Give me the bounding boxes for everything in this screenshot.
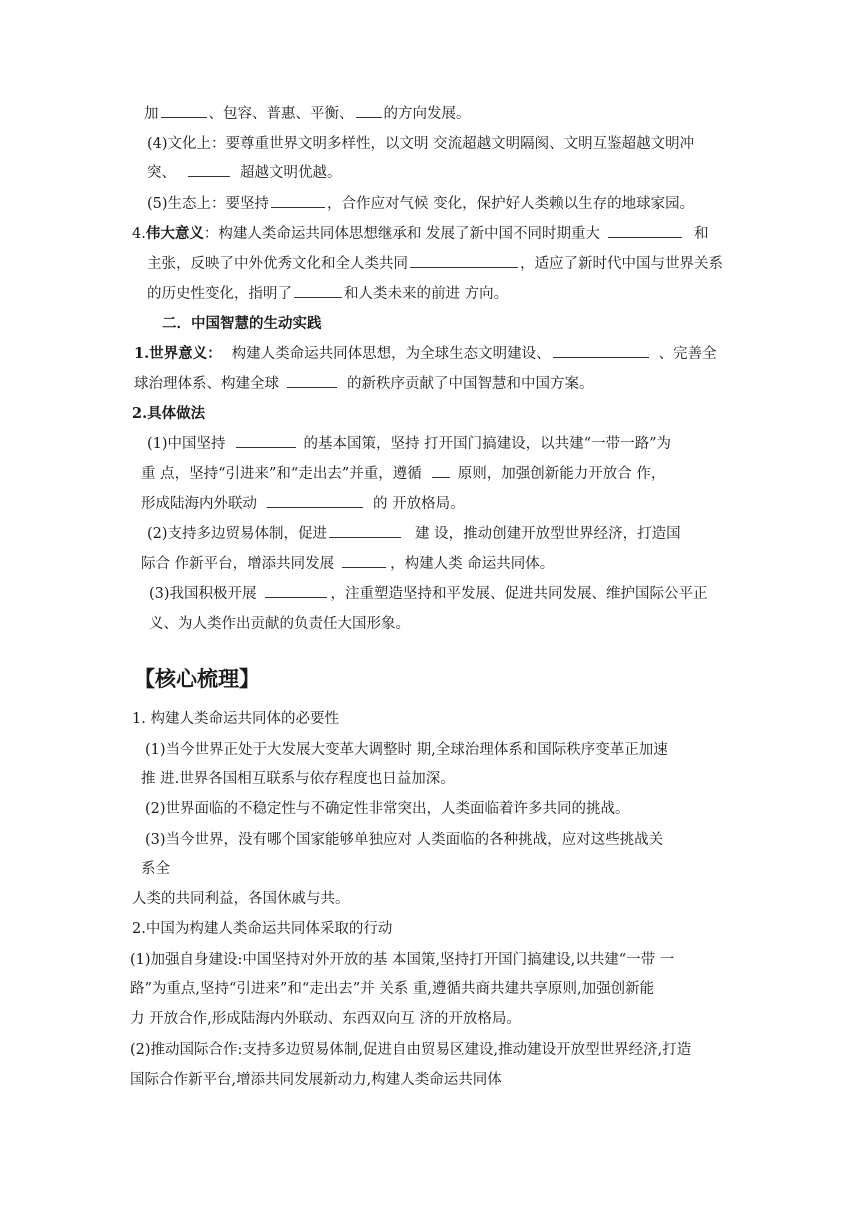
- line-action-1c: [141, 493, 465, 515]
- text: 构建人类命运共同体思想，为全球生态文明建设、: [231, 346, 551, 362]
- text: ，合作应对气候 变化，保护好人类赖以生存的地球家园。: [327, 196, 695, 212]
- text: 建 设，推动创建开放型世界经济，打造国: [415, 526, 681, 542]
- fill-blank: [161, 103, 207, 118]
- line-action-3b: 义、为人类作出贡献的负责任大国形象。: [149, 616, 410, 632]
- text: 形成陆海内外联动: [141, 496, 257, 512]
- summary-line-13: 国际合作新平台,增添共同发展新动力,构建人类命运共同体: [130, 1072, 502, 1088]
- text: 原则，加强创新能力开放合 作，: [457, 466, 666, 482]
- bold-label: 1.世界意义：: [134, 345, 222, 362]
- line-culture: (4)文化上：要尊重世界文明多样性，以文明 交流超越文明隔阂、文明互鉴超越文明冲: [147, 136, 695, 152]
- fill-blank: [432, 463, 450, 478]
- text: 、完善全: [658, 346, 717, 362]
- line-world-significance-2: [134, 373, 594, 395]
- fill-blank: [608, 223, 682, 238]
- text: 4.: [132, 226, 146, 242]
- fill-blank: [356, 103, 382, 118]
- text: 超越文明优越。: [240, 165, 342, 181]
- text: 主张，反映了中外优秀文化和全人类共同: [147, 256, 408, 272]
- text: (3)我国积极开展: [149, 586, 257, 602]
- line-significance-3: [147, 283, 508, 305]
- text: 重 点，坚持“引进来”和“走出去”并重，遵循: [141, 466, 422, 482]
- summary-line-12: (2)推动国际合作:支持多边贸易体制,促进自由贸易区建设,推动建设开放型世界经济,打造: [130, 1042, 692, 1058]
- fill-blank: [271, 193, 325, 208]
- text: 和: [693, 226, 709, 242]
- fill-blank: [265, 583, 327, 598]
- summary-line-8: 2.中国为构建人类命运共同体采取的行动: [132, 921, 393, 937]
- text: 和人类未来的前进 方向。: [344, 286, 509, 302]
- fill-blank: [553, 343, 649, 358]
- line-action-1b: [141, 463, 665, 485]
- core-summary-heading: 【核心梳理】: [134, 666, 260, 691]
- summary-line-4: (2)世界面临的不稳定性与不确定性非常突出，人类面临着许多共同的挑战。: [145, 801, 630, 817]
- line-significance-2: [147, 253, 723, 275]
- text: 的新秩序贡献了中国智慧和中国方案。: [347, 376, 594, 392]
- line-world-significance: [134, 343, 717, 365]
- summary-line-2: (1)当今世界正处于大发展大变革大调整时 期,全球治理体系和国际秩序变革正加速: [145, 742, 668, 758]
- summary-line-5: (3)当今世界，没有哪个国家能够单独应对 人类面临的各种挑战，应对这些挑战关: [145, 832, 664, 848]
- line-significance: [132, 223, 708, 245]
- fill-blank: [236, 433, 296, 448]
- summary-line-7: 人类的共同利益，各国休戚与共。: [132, 891, 350, 907]
- text: 的历史性变化，指明了: [147, 286, 292, 302]
- text: 的 开放格局。: [373, 496, 465, 512]
- summary-line-1: 1. 构建人类命运共同体的必要性: [132, 711, 339, 727]
- text: 的方向发展。: [383, 106, 471, 122]
- fill-blank: [410, 253, 518, 268]
- text: 加: [144, 106, 159, 122]
- text: ，构建人类 命运共同体。: [390, 556, 555, 572]
- line-action-1: [147, 433, 671, 455]
- summary-line-10: 路”为重点,坚持“引进来”和“走出去”并 关系 重,遵循共商共建共享原则,加强创新能: [130, 981, 655, 997]
- text: 球治理体系、构建全球: [134, 376, 279, 392]
- line-culture-cont: [147, 162, 342, 184]
- section-heading-2: 二．中国智慧的生动实践: [162, 315, 322, 332]
- fill-blank: [329, 523, 401, 538]
- fill-blank: [188, 162, 230, 177]
- text: 际合 作新平台，增添共同发展: [141, 556, 335, 572]
- line-action-2b: [141, 553, 554, 575]
- text: 的基本国策，坚持 打开国门搞建设，以共建“一带一路”为: [303, 436, 671, 452]
- text: ：构建人类命运共同体思想继承和 发展了新中国不同时期重大: [203, 226, 600, 242]
- summary-line-11: 力 开放合作,形成陆海内外联动、东西双向互 济的开放格局。: [130, 1011, 521, 1027]
- fill-blank: [294, 283, 342, 298]
- line-economy-cont: [144, 103, 471, 125]
- text: (5)生态上：要坚持: [147, 196, 270, 212]
- text: (1)中国坚持: [147, 436, 226, 452]
- summary-line-9: (1)加强自身建设:中国坚持对外开放的基 本国策,坚持打开国门搞建设,以共建“一带 一: [130, 952, 675, 968]
- text: 、包容、普惠、平衡、: [208, 106, 354, 122]
- bold-label: 伟大意义: [145, 225, 204, 242]
- text: 突、: [147, 165, 176, 181]
- text: ，注重塑造坚持和平发展、促进共同发展、维护国际公平正: [330, 586, 708, 602]
- fill-blank: [342, 553, 386, 568]
- text: (2)支持多边贸易体制，促进: [147, 526, 328, 542]
- line-ecology: [147, 193, 694, 215]
- fill-blank: [267, 493, 363, 508]
- text: ，适应了新时代中国与世界关系: [520, 256, 723, 272]
- summary-line-3: 推 进.世界各国相互联系与依存程度也日益加深。: [141, 771, 455, 787]
- subheading-specific-actions: 2.具体做法: [132, 405, 206, 422]
- line-action-2: [147, 523, 681, 545]
- summary-line-6: 系全: [141, 861, 170, 877]
- line-action-3: [149, 583, 708, 605]
- fill-blank: [287, 373, 337, 388]
